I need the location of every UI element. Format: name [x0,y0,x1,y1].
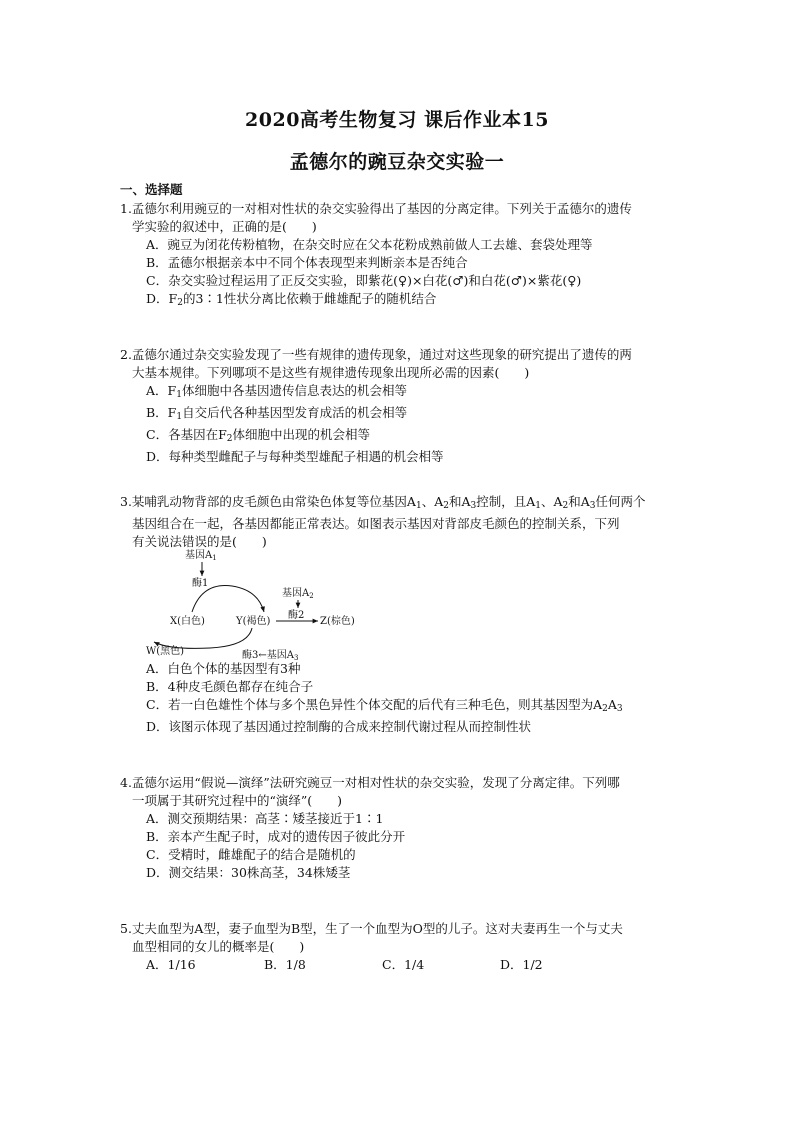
enzyme1-label: 酶1 [192,578,209,589]
question-1-stem: 1.孟德尔利用豌豆的一对相对性状的杂交实验得出了基因的分离定律。下列关于孟德尔的遗传 学实验的叙述中，正确的是( ) [120,201,632,234]
question-2-stem: 2.孟德尔通过杂交实验发现了一些有规律的遗传现象，通过对这些现象的研究提出了遗传的两 大基本规律。下列哪项不是这些有规律遗传现象出现所必需的因素( ) [120,347,632,380]
x-white-label: X(白色) [170,616,205,627]
question-3-option-a: A．白色个体的基因型有3种 [146,661,301,676]
arc-x-to-y [192,586,264,612]
question-4-option-c: C．受精时，雌雄配子的结合是随机的 [146,847,356,862]
question-3-stem: 3.某哺乳动物背部的皮毛颜色由常染色体复等位基因$A_1$、$A_2$和$A_3$控制，且$A_1$、$A_2$和$A_3$任何两个 基因组合在一起，各基因都能正常表达。如图表示基因对背部皮毛颜色的控制关系，下列 有关说法错误的是( ) [120,494,646,549]
document-subtitle: 孟德尔的豌豆杂交实验一 [289,151,505,173]
question-2 [120,346,702,466]
question-2-option-d: D．每种类型雌配子与每种类型雄配子相遇的机会相等 [146,449,444,464]
enzyme3-label: 酶3←基因$A_3$ [242,650,299,660]
question-5-stem: 5.丈夫血型为A型，妻子血型为B型，生了一个血型为O型的儿子。这对夫妻再生一个与丈夫 血型相同的女儿的概率是( ) [120,921,623,954]
z-tan-label: Z(棕色) [320,616,355,627]
y-brown-label: Y(褐色) [236,616,271,627]
question-1-option-b: B．孟德尔根据亲本中不同个体表现型来判断亲本是否纯合 [146,255,468,270]
question-5-option-a: A．1/16 [146,957,196,972]
question-4 [120,774,702,882]
question-3 [120,493,702,551]
question-2-option-a: A．$F_1$体细胞中各基因遗传信息表达的机会相等 [146,383,407,400]
section-heading: 一、选择题 [120,182,183,197]
gene-a1-label: 基因$A_1$ [185,550,217,562]
question-5-option-c: C．1/4 [382,957,425,972]
question-1-option-c: C．杂交实验过程运用了正反交实验，即紫花(♀)×白花(♂)和白花(♂)×紫花(♀) [146,273,582,288]
question-3-options [120,660,702,736]
question-1-option-a: A．豌豆为闭花传粉植物，在杂交时应在父本花粉成熟前做人工去雄、套袋处理等 [146,237,593,252]
question-4-option-b: B．亲本产生配子时，成对的遗传因子彼此分开 [146,829,406,844]
question-4-option-d: D．测交结果：30株高茎，34株矮茎 [146,865,351,880]
question-1-option-d: D．$F_2$的3∶1性状分离比依赖于雌雄配子的随机结合 [146,291,437,308]
gene-pathway-diagram [140,546,370,660]
question-4-stem: 4.孟德尔运用“假说—演绎”法研究豌豆一对相对性状的杂交实验，发现了分离定律。下列哪 一项属于其研究过程中的“演绎”( ) [120,775,620,808]
w-black-label: W(黑色) [146,646,185,657]
question-3-option-c: C．若一白色雄性个体与多个黑色异性个体交配的后代有三种毛色，则其基因型为$A_2A_3$ [146,697,623,714]
question-5-option-b: B．1/8 [264,957,306,972]
question-3-option-d: D．该图示体现了基因通过控制酶的合成来控制代谢过程从而控制性状 [146,719,532,734]
question-5-option-d: D．1/2 [500,957,543,972]
enzyme2-label: 酶2 [288,610,305,621]
question-5 [120,920,702,974]
question-2-option-b: B．$F_1$自交后代各种基因型发育成活的机会相等 [146,405,408,422]
question-1 [120,200,702,312]
gene-a2-label: 基因$A_2$ [282,588,314,600]
question-4-option-a: A．测交预期结果：高茎∶矮茎接近于1∶1 [146,811,384,826]
question-2-option-c: C．各基因在$F_2$体细胞中出现的机会相等 [146,427,370,444]
question-3-option-b: B．4种皮毛颜色都存在纯合子 [146,679,314,694]
document-title: 2020高考生物复习 课后作业本15 [245,109,549,131]
